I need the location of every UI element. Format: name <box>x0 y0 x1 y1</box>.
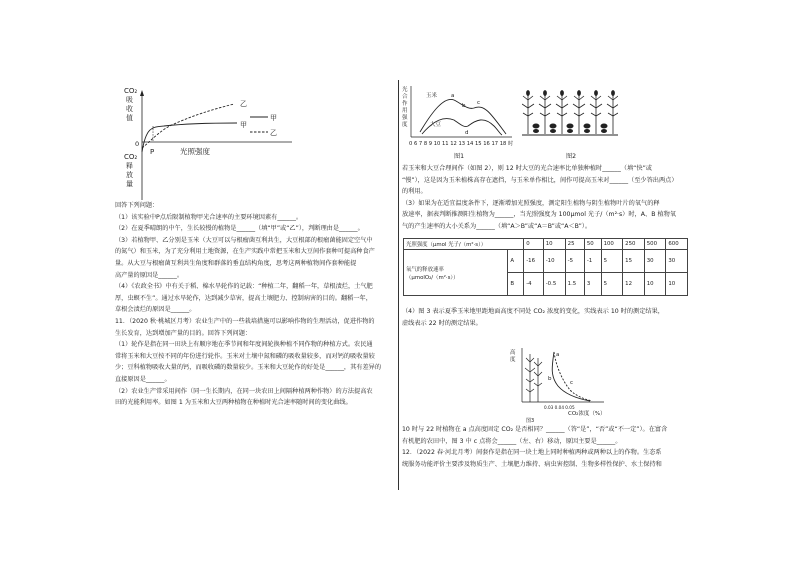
table-cell: -10 <box>543 250 565 273</box>
fig3-ylabel-0: 高 <box>510 350 516 356</box>
origin-label: 0 <box>135 140 140 148</box>
row-a-label: A <box>508 250 524 273</box>
text-line: （2）在夏季晴朗的中午，生长较慢的植物是______（填“甲”或“乙”），判断理由是______。 <box>115 225 364 233</box>
figure-3-co2-height <box>508 346 608 424</box>
text-line: 若玉米和大豆合理间作（如图 2），则 12 时大豆的光合速率比单独种植时______（填“快”或 <box>402 165 652 172</box>
fig1-ylabel-5: 度 <box>402 122 408 128</box>
table-cell: 30 <box>644 250 666 273</box>
fig2-caption: 图2 <box>566 153 577 160</box>
text-line: 厚，虫螟不生”。通过水旱轮作，达到减少草害，提高土壤肥力、控制病害的目的。翻稻一年， <box>115 294 372 302</box>
fig1-ylabel-0: 光 <box>402 87 408 93</box>
table-cell: 30 <box>666 250 688 273</box>
fig3-xlabel: CO₂浓度（%） <box>568 411 606 417</box>
text-line: 虚线表示 22 时的测定结果。 <box>402 319 482 327</box>
table-cell: -4 <box>524 273 544 296</box>
point-p-label: P <box>150 148 155 156</box>
fig3-point-b: b <box>548 376 552 382</box>
table-cell: -1 <box>584 250 601 273</box>
text-line: 常将玉米和大豆按不同的年份进行轮作。玉米对土壤中氮和磷的吸收量较多，而对钙的吸收量较 <box>115 352 375 360</box>
table-cell: 3 <box>584 273 601 296</box>
text-line: （1）轮作是指在同一田块上有顺序地在季节间和年度间轮换种植不同作物的种植方式。农民通 <box>115 341 373 349</box>
table-cell: -16 <box>524 250 544 273</box>
ylabel-bottom-1: 释 <box>126 162 133 170</box>
column-divider <box>398 80 399 490</box>
legend-jia: 甲 <box>270 114 277 122</box>
table-cell: 5 <box>601 273 623 296</box>
text-line: “慢”），这是因为玉米植株高存在遮挡，与玉米单作相比，间作可提高玉米对______（至少答出两点） <box>402 176 678 184</box>
fig1-ylabel-3: 用 <box>402 108 408 114</box>
fig3-point-a: a <box>556 352 560 358</box>
fig3-ylabel-1: 度 <box>510 357 516 363</box>
curve-jia-label: 甲 <box>240 121 247 129</box>
label-corn: 玉米 <box>426 93 438 99</box>
text-line: （3）如果为在适宜温度条件下，逐渐增加光照强度，测定阳生植物与阴生植物叶片的氧气的释 <box>402 199 660 207</box>
text-line: 10 时与 22 时植物在 a 点高度固定 CO₂ 是否相同？______（答“是”，“否”或“不一定”）。在富含 <box>402 426 668 433</box>
point-d: d <box>465 130 469 136</box>
ylabel-top-3: 值 <box>126 114 133 122</box>
text-line: （1）该实验中P点后限制植物甲光合速率的主要环境因素有______。 <box>115 213 303 221</box>
fig1-ylabel-4: 强 <box>402 115 408 121</box>
ylabel-top-1: 吸 <box>126 96 133 104</box>
table-cell: 10 <box>543 239 565 250</box>
figure-1-photosynthesis-curves <box>402 82 514 160</box>
table-cell: 600 <box>666 239 688 250</box>
xlabel: 光照强度 <box>180 147 210 156</box>
label-soybean: 大豆 <box>430 122 442 128</box>
text-line: 有机肥的农田中，图 3 中 c 点将会______（左、右）移动，原因主要是______。 <box>402 437 622 445</box>
text-line: （4）图 3 表示夏季玉米地里距地面高度不同处 CO₂ 浓度的变化，实线表示 10 时的测定结果， <box>402 308 664 315</box>
figure-2-intercropping <box>522 88 618 160</box>
text-line: 气的产生速率的大小关系为______（填“A＞B”或“A＝B”或“A＜B”）。 <box>402 222 592 230</box>
fig3-point-c: c <box>570 380 574 386</box>
fig3-ticks: 0.03 0.04 0.05 <box>544 405 575 410</box>
table-row <box>404 250 688 273</box>
table-row <box>404 239 688 250</box>
text-line: 草根会渍烂的原因是______。 <box>115 306 196 314</box>
point-b: b <box>462 103 466 109</box>
text-line: 放速率，据表判断推测阳生植物为______，当光照强度为 100μmol 光子/（m²·s）时，A、B 植物氧 <box>402 211 677 219</box>
text-line: 生长发育，达到增加产量的目的。回答下列问题： <box>115 329 252 337</box>
light-oxygen-table <box>403 238 688 296</box>
chart-co2-light-curve <box>112 82 302 204</box>
ylabel-bottom-3: 量 <box>126 180 133 188</box>
text-line: 回答下列问题： <box>115 202 159 209</box>
table-cell: 100 <box>601 239 623 250</box>
row-b-label: B <box>508 273 524 296</box>
table-cell: 500 <box>644 239 666 250</box>
fig1-ylabel-2: 作 <box>402 101 408 107</box>
ylabel-top-2: 收 <box>126 105 133 113</box>
table-cell: 1.5 <box>565 273 584 296</box>
curve-22h <box>554 352 592 401</box>
table-cell: 25 <box>565 239 584 250</box>
text-line: 11．（2020 秋·桃城区月考）农业生产中的一些栽培措施可以影响作物的生理活动，促进作物的 <box>115 317 375 325</box>
table-cell: 250 <box>623 239 645 250</box>
right-column-text-c <box>402 424 689 470</box>
text-line: 直接原因是______。 <box>115 375 171 383</box>
legend-yi: 乙 <box>270 129 277 137</box>
text-line: 的氮气）和玉米，为了充分利用土地资源，在生产实践中常把玉米和大豆间作套种可提高种食产 <box>115 248 375 256</box>
table-cell: 10 <box>666 273 688 296</box>
curve-yi <box>142 104 234 148</box>
curve-10h <box>552 352 590 401</box>
table-cell: 12 <box>623 273 645 296</box>
text-line: （2）农业生产常采用间作（同一生长期内，在同一块农田上间隔种植两种作物）的方法提高农 <box>115 387 373 395</box>
text-line: 的利用。 <box>402 188 427 196</box>
text-line: 高产量的原因是______。 <box>115 271 184 279</box>
table-cell: -0.5 <box>543 273 565 296</box>
ylabel-top-0: CO₂ <box>124 87 138 95</box>
fig1-caption: 图1 <box>454 153 465 160</box>
table-cell: 0 <box>524 239 544 250</box>
o2-label <box>404 250 508 296</box>
fig1-ylabel-1: 合 <box>402 94 408 100</box>
o2-label-line1: 氧气的释放速率 <box>406 266 444 273</box>
fig1-x-ticks: 0 6 7 8 9 10 11 12 13 14 15 16 17 18 时 <box>409 141 514 147</box>
o2-label-line2: （μmolO₂/（m²·s）） <box>406 274 459 281</box>
text-line: 田的光能利用率。如图 1 为玉米和大豆两种植物在种植时光合速率随时间的变化曲线。 <box>115 399 352 407</box>
ylabel-bottom-2: 放 <box>126 171 133 179</box>
table-cell: 10 <box>644 273 666 296</box>
table-cell: 5 <box>601 250 623 273</box>
left-column-text <box>115 200 395 409</box>
text-line: （3）若植物甲、乙分别是玉米（大豆可以与根瘤菌互利共生，大豆根部的根瘤菌能固定空气中 <box>115 236 373 244</box>
text-line: （4）《农政全书》中有关于稻、棉水旱轮作的记载：“种植二年，翻稻一年，草根渍烂，土气肥 <box>115 283 373 291</box>
table-cell: 15 <box>623 250 645 273</box>
text-line: 少；豆科植物吸收大量的钙，而吸收磷的数量较少。玉米和大豆轮作的好处是______，其有差异的 <box>115 364 382 372</box>
ylabel-bottom-0: CO₂ <box>124 153 138 161</box>
text-line: 量。从大豆与根瘤菌互利共生角度和群落的垂直结构角度，思考这两种植物间作套种能提 <box>115 259 357 267</box>
text-line: 12．（2022 春·河北月考）间套作是指在同一块土地上同时种植两种或两种以上的作物。生态系 <box>402 449 662 457</box>
light-label: 光照强度（μmol 光子/（m²·s）） <box>404 239 524 250</box>
curve-yi-label: 乙 <box>240 100 247 108</box>
text-line: 统服务功能评价主要涉及物质生产、土壤肥力维持、病虫害控制、生物多样性保护、水土保持和 <box>402 460 662 468</box>
table-cell: 50 <box>584 239 601 250</box>
right-column-text-a <box>402 163 689 233</box>
fig3-caption: 图3 <box>526 418 535 424</box>
table-cell: -5 <box>565 250 584 273</box>
corn-plant-icon <box>525 354 542 402</box>
point-c: c <box>477 100 481 106</box>
point-a: a <box>451 93 455 99</box>
right-column-text-b <box>402 306 689 329</box>
